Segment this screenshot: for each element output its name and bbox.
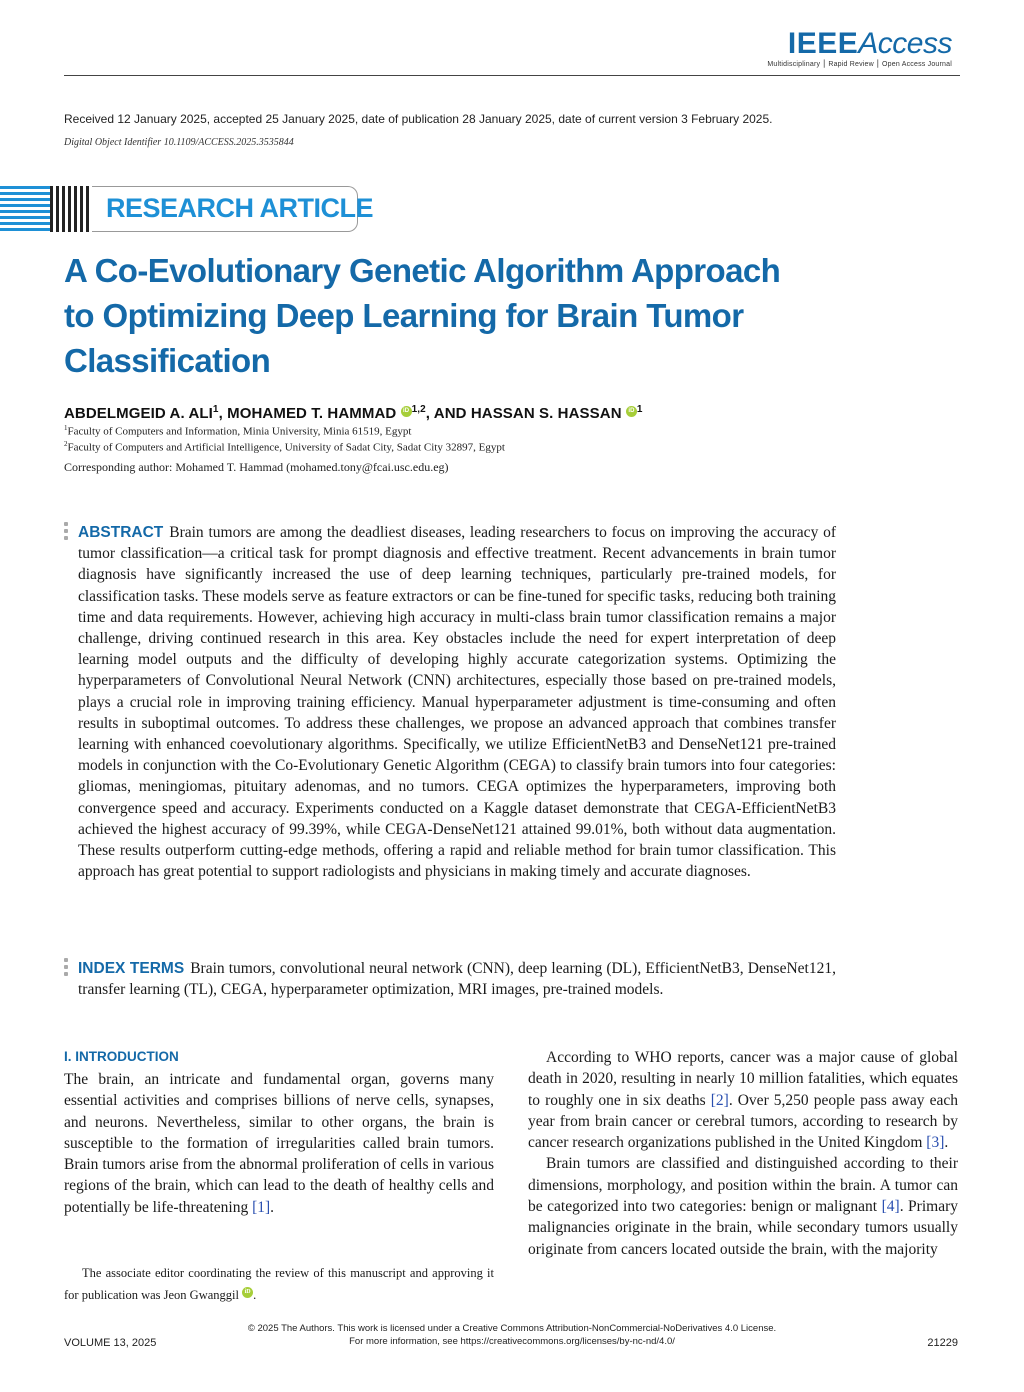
abstract (78, 522, 836, 882)
affiliation (64, 424, 411, 438)
index-terms-text: Brain tumors, convolutional neural network (CNN), deep learning (DL), EfficientNetB3, DenseNet121, transfer learning (TL), CEGA, hyperparameter optimization, MRI images, pre-trained models. (78, 960, 836, 999)
footnote-text: The associate editor coordinating the review of this manuscript and approving it for publication was Jeon Gwanggil (64, 1266, 494, 1302)
orcid-icon[interactable]: iD (626, 406, 637, 417)
title-line: to Optimizing Deep Learning for Brain Tumor (64, 297, 744, 334)
abstract-text: Brain tumors are among the deadliest diseases, leading researchers to focus on improving the accuracy of tumor classification—a critical task for prompt diagnosis and effective treatment. Recent advancements in brain tumor diagnosis have significantly increased the use of deep learning techniques, particularly pre-trained models, for classification tasks. These models serve as feature extractors or can be fine-tuned for specific tasks, reducing both training time and data requirements. However, achieving high accuracy in multi-class brain tumor classification remains a major challenge, driving continued research in this area. Key obstacles include the need for expert interpretation of deep learning model outputs and the difficulty of developing highly accurate categorization systems. Optimizing the hyperparameters of Convolutional Neural Network (CNN) architectures, especially those based on pre-trained models, plays a crucial role in improving training efficiency. Manual hyperparameter adjustment is time-consuming and often results in suboptimal outcomes. To address these challenges, we propose an advanced approach that combines transfer learning with enhanced coevolutionary algorithms. Specifically, we utilize EfficientNetB3 and DenseNet121 pre-trained models in conjunction with the Co-Evolutionary Genetic Algorithm (CEGA) to classify brain tumors into four categories: gliomas, meningiomas, pituitary adenomas, and no tumors. CEGA optimizes the hyperparameters, improving both convergence speed and accuracy. Experiments conducted on a Kaggle dataset demonstrate that CEGA-EfficientNetB3 achieved the highest accuracy of 99.39%, while CEGA-DenseNet121 attained 99.01%, both without data augmentation. These results outperform cutting-edge methods, offering a rapid and reliable method for brain tumor classification. This approach has great potential to support radiologists and physicians in making timely and accurate diagnoses. (78, 524, 836, 881)
journal-logo (767, 28, 952, 68)
index-terms-label: INDEX TERMS (78, 960, 185, 977)
footnote-text: . (253, 1288, 257, 1302)
index-terms-marker (64, 958, 68, 979)
logo-wordmark (767, 28, 952, 60)
abstract-label: ABSTRACT (78, 524, 164, 541)
author-affil-sup: 1 (636, 404, 643, 415)
banner-stripes (0, 186, 50, 232)
doi: Digital Object Identifier 10.1109/ACCESS.2025.3535844 (64, 137, 294, 148)
affiliation-num: 1 (64, 424, 68, 432)
license-line: © 2025 The Authors. This work is licensed under a Creative Commons Attribution-NonCommercial-NoDerivatives 4.0 License. (247, 1323, 777, 1334)
logo-tagline: Multidisciplinary ⎮ Rapid Review ⎮ Open Access Journal (767, 61, 952, 68)
page-number: 21229 (927, 1337, 958, 1349)
editor-footnote (64, 1262, 494, 1306)
paragraph-text: . Primary malignancies originate in the brain, while secondary tumors usually originate from cancers located outside the brain, with the majority (528, 1198, 958, 1258)
intro-paragraph (64, 1069, 494, 1218)
paragraph-text: The brain, an intricate and fundamental organ, governs many essential activities and comprises billions of nerve cells, synapses, and neurons. Nevertheless, similar to other organs, the brain is susceptible to the formation of irregularities called brain tumors. Brain tumors arise from the abnormal proliferation of cells in various regions of the brain, which can lead to the death of healthy cells and potentially be life-threatening (64, 1071, 494, 1216)
orcid-icon[interactable]: iD (242, 1287, 253, 1298)
banner-label: RESEARCH ARTICLE (106, 193, 374, 223)
logo-ieee: IEEE (787, 27, 859, 60)
intro-left-column (64, 1069, 494, 1218)
received-dates: Received 12 January 2025, accepted 25 January 2025, date of publication 28 January 2025, date of current version 3 February 2025. (64, 112, 773, 126)
affiliation-text: Faculty of Computers and Artificial Intelligence, University of Sadat City, Sadat City 32897, Egypt (67, 441, 505, 454)
author-affil-sup: 1 (212, 404, 219, 415)
paragraph-text: . (270, 1198, 275, 1216)
header-rule (64, 75, 960, 76)
citation-link[interactable]: [3] (926, 1134, 945, 1152)
citation-link[interactable]: [2] (710, 1091, 729, 1109)
research-article-banner (0, 186, 374, 232)
intro-paragraph (528, 1153, 958, 1259)
title-line: A Co-Evolutionary Genetic Algorithm Approach (64, 252, 781, 289)
title-line: Classification (64, 342, 271, 379)
index-terms (78, 958, 836, 1000)
paragraph-text: According to WHO reports, cancer was a major cause of global death in 2020, resulting in nearly 10 million fatalities, which equates to roughly one in six deaths (528, 1049, 958, 1109)
article-title (64, 248, 864, 383)
author-name: , MOHAMED T. HAMMAD (218, 405, 397, 422)
banner-bars (50, 186, 92, 232)
intro-right-column (528, 1047, 958, 1260)
affiliation (64, 440, 505, 454)
author-name: ABDELMGEID A. ALI (64, 405, 213, 422)
orcid-icon[interactable]: iD (401, 406, 412, 417)
corresponding-author: Corresponding author: Mohamed T. Hammad (mohamed.tony@fcai.usc.edu.eg) (64, 460, 449, 474)
affiliation-text: Faculty of Computers and Information, Minia University, Minia 61519, Egypt (67, 425, 412, 438)
citation-link[interactable]: [1] (252, 1198, 271, 1216)
intro-paragraph (528, 1047, 958, 1153)
paragraph-text: Brain tumors are classified and distinguished according to their dimensions, morphology, and position within the brain. A tumor can be categorized into two categories: benign or malignant (528, 1155, 958, 1216)
section-heading-introduction: I. INTRODUCTION (64, 1049, 179, 1064)
paragraph-text: . Over 5,250 people pass away each year from brain cancer or cerebral tumors, according to research by cancer research organizations published in the United Kingdom (528, 1091, 958, 1152)
affiliation-num: 2 (64, 440, 68, 448)
author-list (64, 404, 643, 422)
logo-access: Access (858, 27, 952, 60)
author-affil-sup: 1,2 (411, 404, 426, 415)
paragraph-text: . (944, 1134, 949, 1152)
author-name: , AND HASSAN S. HASSAN (425, 405, 622, 422)
license-link[interactable]: For more information, see https://creativecommons.org/licenses/by-nc-nd/4.0/ (349, 1336, 675, 1347)
volume-label: VOLUME 13, 2025 (64, 1337, 157, 1349)
citation-link[interactable]: [4] (881, 1198, 900, 1216)
abstract-marker (64, 522, 68, 543)
